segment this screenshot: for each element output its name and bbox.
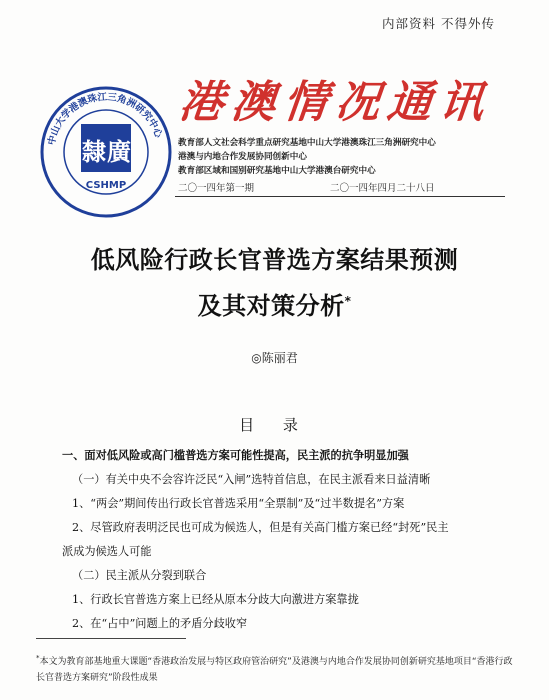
toc-subsection: （一）有关中央不会容许泛民“入闸”选特首信息，在民主派看来日益清晰 xyxy=(72,473,431,486)
title-footnote-mark: * xyxy=(344,294,352,308)
institution-line: 教育部区域和国别研究基地中山大学港澳台研究中心 xyxy=(178,166,376,176)
seal-center-mark: 隸 xyxy=(82,137,106,166)
toc-heading: 目 录 xyxy=(239,416,310,434)
footnote xyxy=(36,650,516,686)
toc-item: 1、行政长官普选方案上已经从原本分歧大向激进方案靠拢 xyxy=(72,593,359,606)
issue-number: 二〇一四年第一期 xyxy=(178,183,255,194)
footnote-text: 本文为教育部基地重大课题“香港政治发展与特区政府管治研究”及港澳与内地合作发展协同创新研究基地项目“香港行政长官普选方案研究”阶段性成果 xyxy=(36,657,513,683)
institution-line: 港澳与内地合作发展协同创新中心 xyxy=(178,152,307,162)
institution-line: 教育部人文社会科学重点研究基地中山大学港澳珠江三角洲研究中心 xyxy=(178,138,436,148)
toc-item: 2、在“占中”问题上的矛盾分歧收窄 xyxy=(72,617,248,630)
issue-date: 二〇一四年四月二十八日 xyxy=(330,183,435,194)
article-title-line-2 xyxy=(0,286,549,321)
article-title-text: 及其对策分析 xyxy=(197,292,345,320)
article-title-line-1: 低风险行政长官普选方案结果预测 xyxy=(90,246,459,274)
toc-item: 1、“两会”期间传出行政长官普选采用“全票制”及“过半数提名”方案 xyxy=(72,497,405,510)
publication-title: 港澳情况通讯 xyxy=(176,77,495,128)
toc-item-continuation: 派成为候选人可能 xyxy=(62,545,152,558)
seal-ring-text: 中山大学港澳珠江三角洲研究中心 xyxy=(46,91,164,147)
footnote-mark: * xyxy=(36,654,40,662)
toc-subsection: （二）民主派从分裂到联合 xyxy=(72,569,207,582)
seal-bottom-text: CSHMP xyxy=(85,180,127,191)
header-divider xyxy=(175,196,505,197)
footnote-divider xyxy=(36,638,186,639)
seal-center-mark-2: 廣 xyxy=(107,137,131,166)
table-of-contents xyxy=(62,444,512,636)
toc-section-heading: 一、面对低风险或高门槛普选方案可能性提高，民主派的抗争明显加强 xyxy=(62,449,409,462)
research-center-seal-icon xyxy=(36,82,176,222)
confidential-notice: 内部资料 不得外传 xyxy=(382,16,495,31)
author-line: ◎陈丽君 xyxy=(251,351,298,365)
toc-item: 2、尽管政府表明泛民也可成为候选人，但是有关高门槛方案已经“封死”民主 xyxy=(72,521,449,534)
